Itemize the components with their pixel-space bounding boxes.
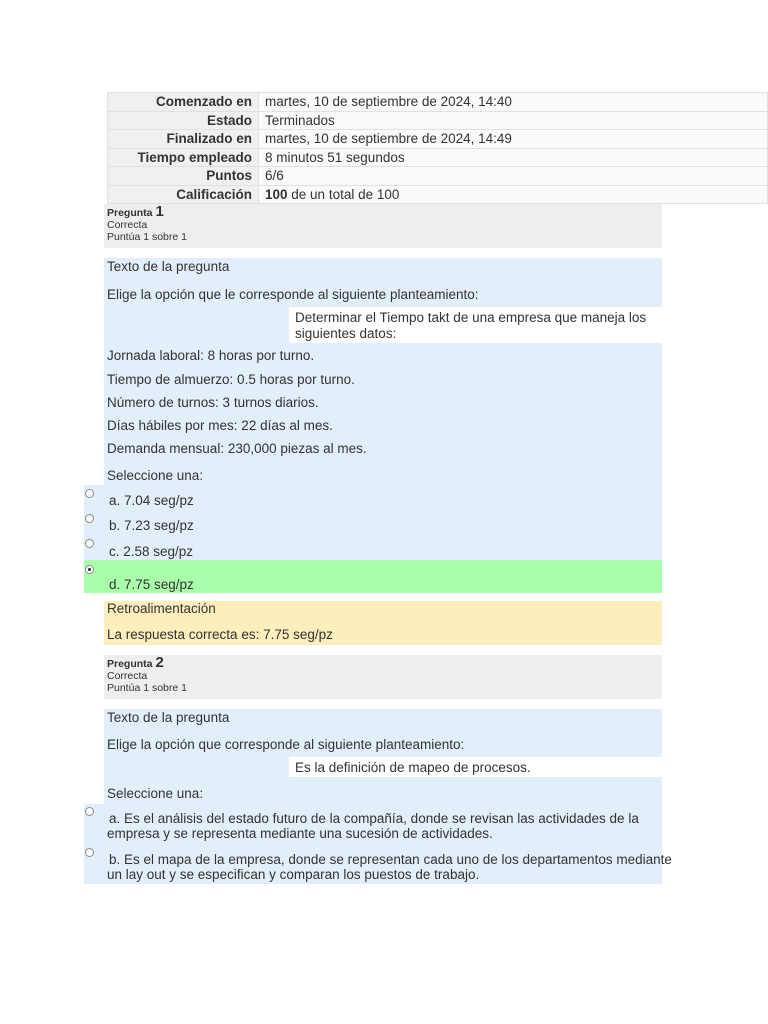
summary-value: Terminados	[259, 111, 768, 130]
question-number: Pregunta 1	[107, 203, 164, 220]
answer-option-d[interactable]: d. 7.75 seg/pz	[109, 577, 194, 592]
radio-option-c[interactable]	[85, 539, 94, 548]
answer-option-b[interactable]: b. 7.23 seg/pz	[109, 518, 194, 533]
feedback-text: La respuesta correcta es: 7.75 seg/pz	[107, 627, 333, 642]
summary-value: martes, 10 de septiembre de 2024, 14:49	[259, 130, 768, 149]
summary-label: Estado	[108, 111, 259, 130]
summary-label: Tiempo empleado	[108, 148, 259, 167]
question-grade: Puntúa 1 sobre 1	[107, 682, 187, 694]
summary-value: martes, 10 de septiembre de 2024, 14:40	[259, 93, 768, 112]
data-item: Jornada laboral: 8 horas por turno.	[107, 348, 315, 363]
summary-label: Finalizado en	[108, 130, 259, 149]
question-grade: Puntúa 1 sobre 1	[107, 231, 187, 243]
radio-option-b[interactable]	[85, 514, 94, 523]
question-2-info	[104, 655, 662, 699]
answer-option-b-line[interactable]: b. Es el mapa de la empresa, donde se representan cada uno de los departamentos mediante	[109, 852, 672, 867]
summary-value: 8 minutos 51 segundos	[259, 148, 768, 167]
radio-option-a[interactable]	[85, 807, 94, 816]
data-item: Número de turnos: 3 turnos diarios.	[107, 395, 319, 410]
answer-option-c[interactable]: c. 2.58 seg/pz	[109, 544, 194, 559]
statement-line: Determinar el Tiempo takt de una empresa que maneja los	[295, 310, 647, 325]
summary-row-grade	[108, 185, 768, 204]
attempt-summary-table	[107, 92, 768, 204]
answer-option-a[interactable]: a. 7.04 seg/pz	[109, 493, 194, 508]
select-prompt: Seleccione una:	[107, 468, 204, 483]
summary-row-points	[108, 167, 768, 186]
grade-value: 100	[265, 186, 288, 202]
select-prompt: Seleccione una:	[107, 786, 204, 801]
answer-option-b-line[interactable]: un lay out y se especifican y comparan los puestos de trabajo.	[107, 867, 480, 882]
statement-line: siguientes datos:	[295, 326, 397, 341]
feedback-box	[104, 601, 662, 645]
data-item: Tiempo de almuerzo: 0.5 horas por turno.	[107, 372, 355, 387]
summary-label: Calificación	[108, 185, 259, 204]
radio-option-a[interactable]	[85, 489, 94, 498]
question-number: Pregunta 2	[107, 654, 164, 671]
summary-value	[259, 185, 768, 204]
summary-row-time	[108, 148, 768, 167]
grade-total: de un total de 100	[287, 186, 400, 202]
answer-option-a-line[interactable]: empresa y se representa mediante una sucesión de actividades.	[107, 826, 493, 841]
question-state: Correcta	[107, 670, 148, 682]
statement-line: Es la definición de mapeo de procesos.	[295, 760, 531, 775]
question-1-info	[104, 204, 662, 248]
question-statement-box	[289, 757, 662, 777]
question-text-heading: Texto de la pregunta	[107, 259, 230, 274]
data-item: Demanda mensual: 230,000 piezas al mes.	[107, 441, 367, 456]
summary-label: Puntos	[108, 167, 259, 186]
summary-value: 6/6	[259, 167, 768, 186]
question-text-heading: Texto de la pregunta	[107, 710, 230, 725]
question-intro: Elige la opción que le corresponde al siguiente planteamiento:	[107, 287, 479, 302]
data-item: Días hábiles por mes: 22 días al mes.	[107, 418, 333, 433]
summary-row-finished	[108, 130, 768, 149]
feedback-heading: Retroalimentación	[107, 601, 216, 616]
radio-option-b[interactable]	[85, 848, 94, 857]
summary-row-state	[108, 111, 768, 130]
summary-row-started	[108, 93, 768, 112]
summary-label: Comenzado en	[108, 93, 259, 112]
radio-option-d-selected[interactable]	[85, 565, 94, 574]
answer-option-a-line[interactable]: a. Es el análisis del estado futuro de la compañía, donde se revisan las actividades de la	[109, 811, 639, 826]
question-statement-box	[289, 307, 662, 343]
question-intro: Elige la opción que corresponde al siguiente planteamiento:	[107, 737, 465, 752]
question-state: Correcta	[107, 219, 148, 231]
